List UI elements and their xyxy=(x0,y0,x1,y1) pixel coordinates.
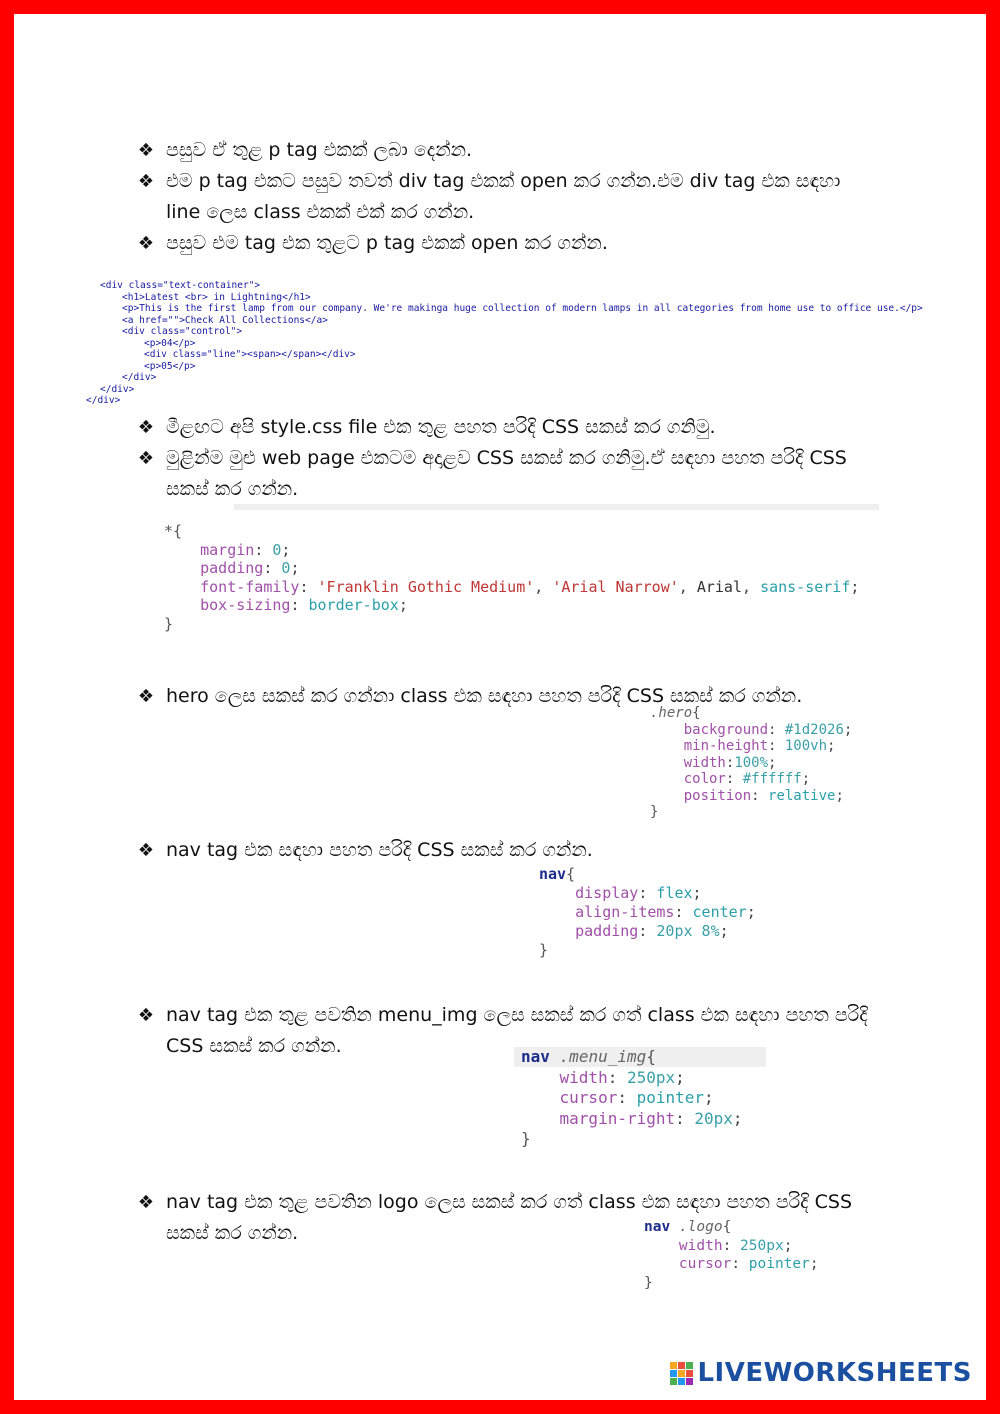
css-property: background xyxy=(683,721,769,738)
css-property: display xyxy=(575,884,639,902)
liveworksheets-logo xyxy=(670,1358,972,1388)
code-line: <a href="">Check All Collections</a> xyxy=(122,314,328,326)
css-universal-block: *{ margin: 0; padding: 0; font-family: 'Franklin Gothic Medium', 'Arial Narrow', Arial, sans-serif; box-sizing: border-box; } xyxy=(164,522,860,633)
css-value: 0 xyxy=(281,559,291,577)
css-value: 250px xyxy=(740,1237,784,1254)
instruction-text: එම p tag එකට පසුව තවත් div tag එකක් open කර ගන්න.එම div tag එක සඳහා line ලෙස class එකක් එක් කර ගන්න. xyxy=(166,170,841,223)
liveworksheets-wordmark: LIVEWORKSHEETS xyxy=(697,1358,972,1388)
css-close-brace: } xyxy=(164,614,174,633)
css-selector: nav xyxy=(539,865,567,883)
css-value: 20px 8% xyxy=(656,922,720,940)
bullet-diamond-icon: ❖ xyxy=(137,171,155,192)
instruction-text: පසුව ඒ තුළ p tag එකක් ලබා දෙන්න. xyxy=(166,139,473,161)
css-property: box-sizing xyxy=(200,596,291,614)
instruction-bullet xyxy=(134,412,894,443)
bullet-diamond-icon: ❖ xyxy=(137,417,155,438)
css-value: 250px xyxy=(626,1067,676,1087)
instruction-bullet xyxy=(134,443,874,505)
bullet-diamond-icon: ❖ xyxy=(137,448,155,469)
instruction-text: මීළඟට අපි style.css file එක තුළ පහත පරිදි CSS සකස් කර ගනිමු. xyxy=(166,416,716,438)
code-line: </div> xyxy=(86,395,121,406)
instruction-text: nav tag එක තුළ පවතින logo ලෙස සකස් කර ගත් class එක සඳහා පහත පරිදි CSS සකස් කර ගන්න. xyxy=(166,1191,853,1244)
liveworksheets-grid-icon xyxy=(670,1362,693,1385)
css-property: cursor xyxy=(678,1256,732,1272)
code-line: <p>This is the first lamp from our company. We're makinga huge collection of modern lamps in all categories from home use to office use.</p> xyxy=(122,303,923,314)
code-line: <p>04</p> xyxy=(144,337,196,349)
css-value: border-box xyxy=(308,596,399,614)
html-code-snippet xyxy=(86,280,923,407)
css-selector-class: .logo xyxy=(678,1219,723,1235)
css-value: Arial xyxy=(696,577,742,596)
code-shade-bar xyxy=(234,504,879,510)
bullet-diamond-icon: ❖ xyxy=(137,1005,155,1026)
code-line: </div> xyxy=(122,372,157,383)
css-property: padding xyxy=(200,559,264,577)
css-property: padding xyxy=(575,922,639,940)
css-property: margin-right xyxy=(559,1108,676,1128)
css-property: align-items xyxy=(575,903,675,921)
css-property: margin xyxy=(200,540,255,559)
css-hero-block: .hero{ background: #1d2026; min-height: 100vh; width:100%; color: #ffffff; position: relative; } xyxy=(650,705,853,820)
instruction-bullet xyxy=(134,135,894,166)
css-property: position xyxy=(683,787,752,804)
css-property: width xyxy=(559,1067,608,1087)
css-value: 'Franklin Gothic Medium' xyxy=(317,577,535,596)
bullet-diamond-icon: ❖ xyxy=(137,1192,155,1213)
css-selector-tag: nav xyxy=(521,1047,550,1066)
css-selector-class: .menu_img xyxy=(559,1047,647,1066)
code-line: <div class="line"><span></span></div> xyxy=(144,349,356,360)
css-value: #ffffff xyxy=(742,771,802,787)
instruction-text: පසුව එම tag එක තුළට p tag එකක් open කර ගන්න. xyxy=(166,232,608,254)
bullet-diamond-icon: ❖ xyxy=(137,686,155,707)
css-value: #1d2026 xyxy=(784,721,844,738)
css-selector: .hero xyxy=(650,705,693,721)
code-line: <div class="text-container"> xyxy=(100,280,261,291)
css-property: font-family xyxy=(200,577,300,596)
css-property: min-height xyxy=(683,738,769,754)
css-property: cursor xyxy=(559,1088,618,1107)
css-property: width xyxy=(683,754,726,771)
code-line: <p>05</p> xyxy=(144,360,196,372)
bullet-diamond-icon: ❖ xyxy=(137,233,155,254)
css-value: 0 xyxy=(272,540,282,559)
instruction-bullet xyxy=(134,835,894,866)
bullet-diamond-icon: ❖ xyxy=(137,840,155,861)
code-line: <h1>Latest <br> in Lightning</h1> xyxy=(122,291,311,303)
instruction-bullet xyxy=(134,166,874,228)
css-value: center xyxy=(692,903,747,921)
bullet-diamond-icon: ❖ xyxy=(137,140,155,161)
css-value: sans-serif xyxy=(760,577,851,596)
css-property: color xyxy=(683,771,726,787)
css-value: flex xyxy=(656,884,693,902)
instruction-text: hero ලෙස සකස් කර ගන්නා class එක සඳහා පහත පරිදි CSS සකස් කර ගන්න. xyxy=(166,685,803,707)
instruction-text: මුළින්ම මුළු web page එකටම අදාළව CSS සකස් කර ගනිමු.ඒ සඳහා පහත පරිදි CSS සකස් කර ගන්න. xyxy=(166,447,847,500)
css-logo-block: nav .logo{ width: 250px; cursor: pointer; } xyxy=(644,1219,819,1291)
css-value: relative xyxy=(768,787,836,804)
css-menu-img-block: nav .menu_img{ width: 250px; cursor: pointer; margin-right: 20px; } xyxy=(521,1047,743,1148)
css-property: width xyxy=(678,1237,723,1254)
css-selector: *{ xyxy=(164,522,183,540)
css-nav-block: nav{ display: flex; align-items: center; padding: 20px 8%; } xyxy=(539,865,756,959)
instruction-text: nav tag එක සඳහා පහත පරිදි CSS සකස් කර ගන්න. xyxy=(166,839,593,861)
instruction-text: nav tag එක තුළ පවතින menu_img ලෙස සකස් කර ගත් class එක සඳහා පහත පරිදි CSS සකස් කර ගන්න. xyxy=(166,1004,868,1057)
css-value: pointer xyxy=(748,1256,810,1272)
css-value: 20px xyxy=(694,1108,733,1128)
css-selector-tag: nav xyxy=(644,1219,671,1235)
css-value: 'Arial Narrow' xyxy=(552,577,679,596)
css-value: pointer xyxy=(636,1088,705,1107)
css-value: 100vh xyxy=(784,738,828,754)
css-value: 100% xyxy=(734,754,769,771)
code-line: <div class="control"> xyxy=(122,326,243,337)
code-line: </div> xyxy=(100,383,135,395)
instruction-bullet xyxy=(134,228,894,259)
